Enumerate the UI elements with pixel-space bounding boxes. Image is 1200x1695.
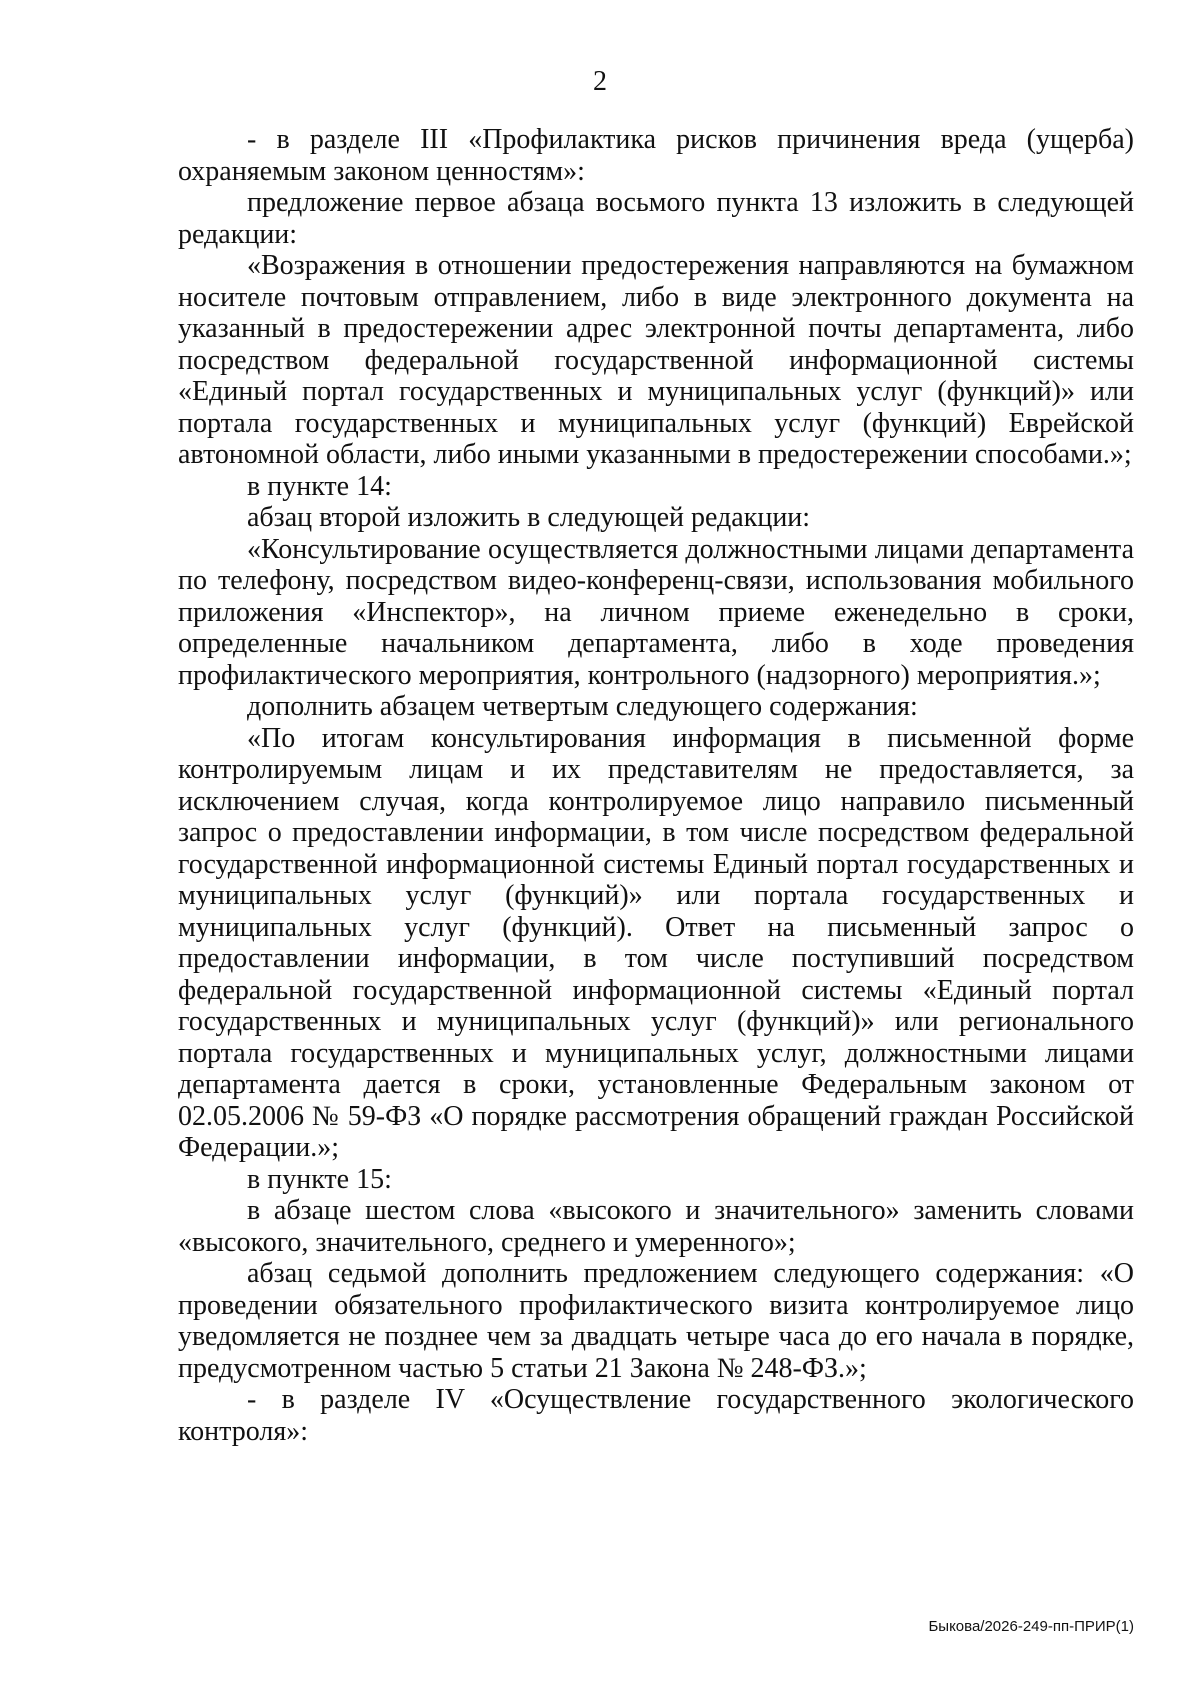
paragraph-objections-quote: «Возражения в отношении предостережения направляются на бумажном носителе почтовым отправлением, либо в виде электронного документа на указанный в предостережении адрес электронной почты департамента, либо посредством федеральной государственной информационной системы «Единый портал государственных и муниципальных услуг (функций)» или портала государственных и муниципальных услуг (функций) Еврейской автономной области, либо иными указанными в предостережении способами.»; (178, 250, 1134, 470)
paragraph-section-iii: - в разделе III «Профилактика рисков причинения вреда (ущерба) охраняемым законом ценностям»: (178, 124, 1134, 187)
paragraph-point-14: в пункте 14: (247, 470, 392, 502)
paragraph-seventh-abzac-add: абзац седьмой дополнить предложением следующего содержания: «О проведении обязательного профилактического визита контролируемое лицо уведомляется не позднее чем за двадцать четыре часа до его начала в порядке, предусмотренном частью 5 статьи 21 Закона № 248-ФЗ.»; (178, 1258, 1134, 1384)
paragraph-consulting-quote: «Консультирование осуществляется должностными лицами департамента по телефону, посредством видео-конференц-связи, использования мобильного приложения «Инспектор», на личном приеме еженедельно в сроки, определенные начальником департамента, либо в ходе проведения профилактического мероприятия, контрольного (надзорного) мероприятия.»; (178, 533, 1134, 691)
paragraph-section-iv: - в разделе IV «Осуществление государственного экологического контроля»: (178, 1384, 1134, 1447)
footer-document-code: Быкова/2026-249-пп-ПРИР(1) (928, 1618, 1134, 1635)
document-body (178, 124, 1134, 1447)
paragraph-amend-p13: предложение первое абзаца восьмого пункта 13 изложить в следующей редакции: (178, 187, 1134, 250)
paragraph-amend-second-abzac: абзац второй изложить в следующей редакции: (247, 502, 811, 533)
paragraph-written-answer-quote: «По итогам консультирования информация в письменной форме контролируемым лицам и их представителям не предоставляется, за исключением случая, когда контролируемое лицо направило письменный запрос о предоставлении информации, в том числе посредством федеральной государственной информационной системы Единый портал государственных и муниципальных услуг (функций)» или портала государственных и муниципальных услуг (функций). Ответ на письменный запрос о предоставлении информации, в том числе поступивший посредством федеральной государственной информационной системы «Единый портал государственных и муниципальных услуг (функций)» или регионального портала государственных и муниципальных услуг, должностными лицами департамента дается в сроки, установленные Федеральным законом от 02.05.2006 № 59-ФЗ «О порядке рассмотрения обращений граждан Российской Федерации.»; (178, 722, 1134, 1163)
page-number: 2 (593, 66, 607, 97)
paragraph-point-15: в пункте 15: (247, 1163, 392, 1195)
paragraph-sixth-abzac-replace: в абзаце шестом слова «высокого и значительного» заменить словами «высокого, значительного, среднего и умеренного»; (178, 1195, 1134, 1258)
paragraph-add-fourth-abzac: дополнить абзацем четвертым следующего содержания: (247, 691, 918, 722)
